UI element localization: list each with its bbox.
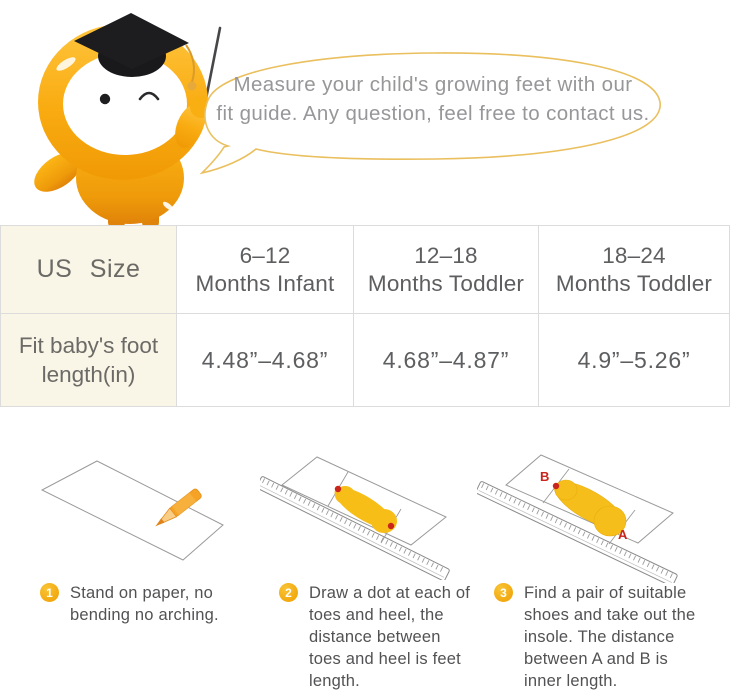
speech-bubble [188,44,680,182]
age-label: Months Toddler [367,270,525,296]
step-1 [40,582,228,626]
left-eye [100,94,110,104]
table-header-18-24 [539,226,729,314]
table-value-18-24 [539,314,729,406]
step-1-badge: 1 [40,583,59,602]
illustration-stand-on-paper [20,445,245,580]
table-header-6-12 [177,226,354,314]
speech-line-2: fit guide. Any question, feel free to contact us. [216,102,650,125]
marker-a-label: A [618,527,628,542]
us-size-label: US Size [36,255,141,283]
step-3-badge: 3 [494,583,513,602]
point-b-dot [553,483,559,489]
illustration-mark-dots [260,442,485,580]
age-label: Months Infant [195,270,335,296]
step-1-text: Stand on paper, no bending no arching. [70,584,219,624]
toe-dot [388,523,394,529]
heel-dot [335,486,341,492]
foot-length-label: Fit baby's foot length(in) [18,333,159,387]
step-2 [279,582,473,692]
length-range-value: 4.68”–4.87” [382,346,510,373]
speech-line-1: Measure your child's growing feet with our [233,73,633,96]
table-header-12-18 [354,226,539,314]
length-range-value: 4.9”–5.26” [577,346,691,373]
table-value-12-18 [354,314,539,406]
paper-sheet [42,461,223,560]
length-range-value: 4.48”–4.68” [201,346,329,373]
illustration-insole-measure [477,441,714,583]
age-range: 12–18 [414,242,478,268]
table-value-6-12 [177,314,354,406]
age-label: Months Toddler [555,270,713,296]
step-3 [494,582,708,692]
table-corner-cell [1,226,177,314]
step-2-badge: 2 [279,583,298,602]
age-range: 18–24 [602,242,666,268]
size-table [0,225,730,407]
table-row-label-cell [1,314,177,406]
marker-b-label: B [540,469,550,484]
age-range: 6–12 [239,242,291,268]
speech-bubble-text [198,70,668,128]
step-3-text: Find a pair of suitable shoes and take out the insole. The distance between A and B is inner length. [524,584,696,690]
step-2-text: Draw a dot at each of toes and heel, the distance between toes and heel is feet length. [309,584,471,690]
